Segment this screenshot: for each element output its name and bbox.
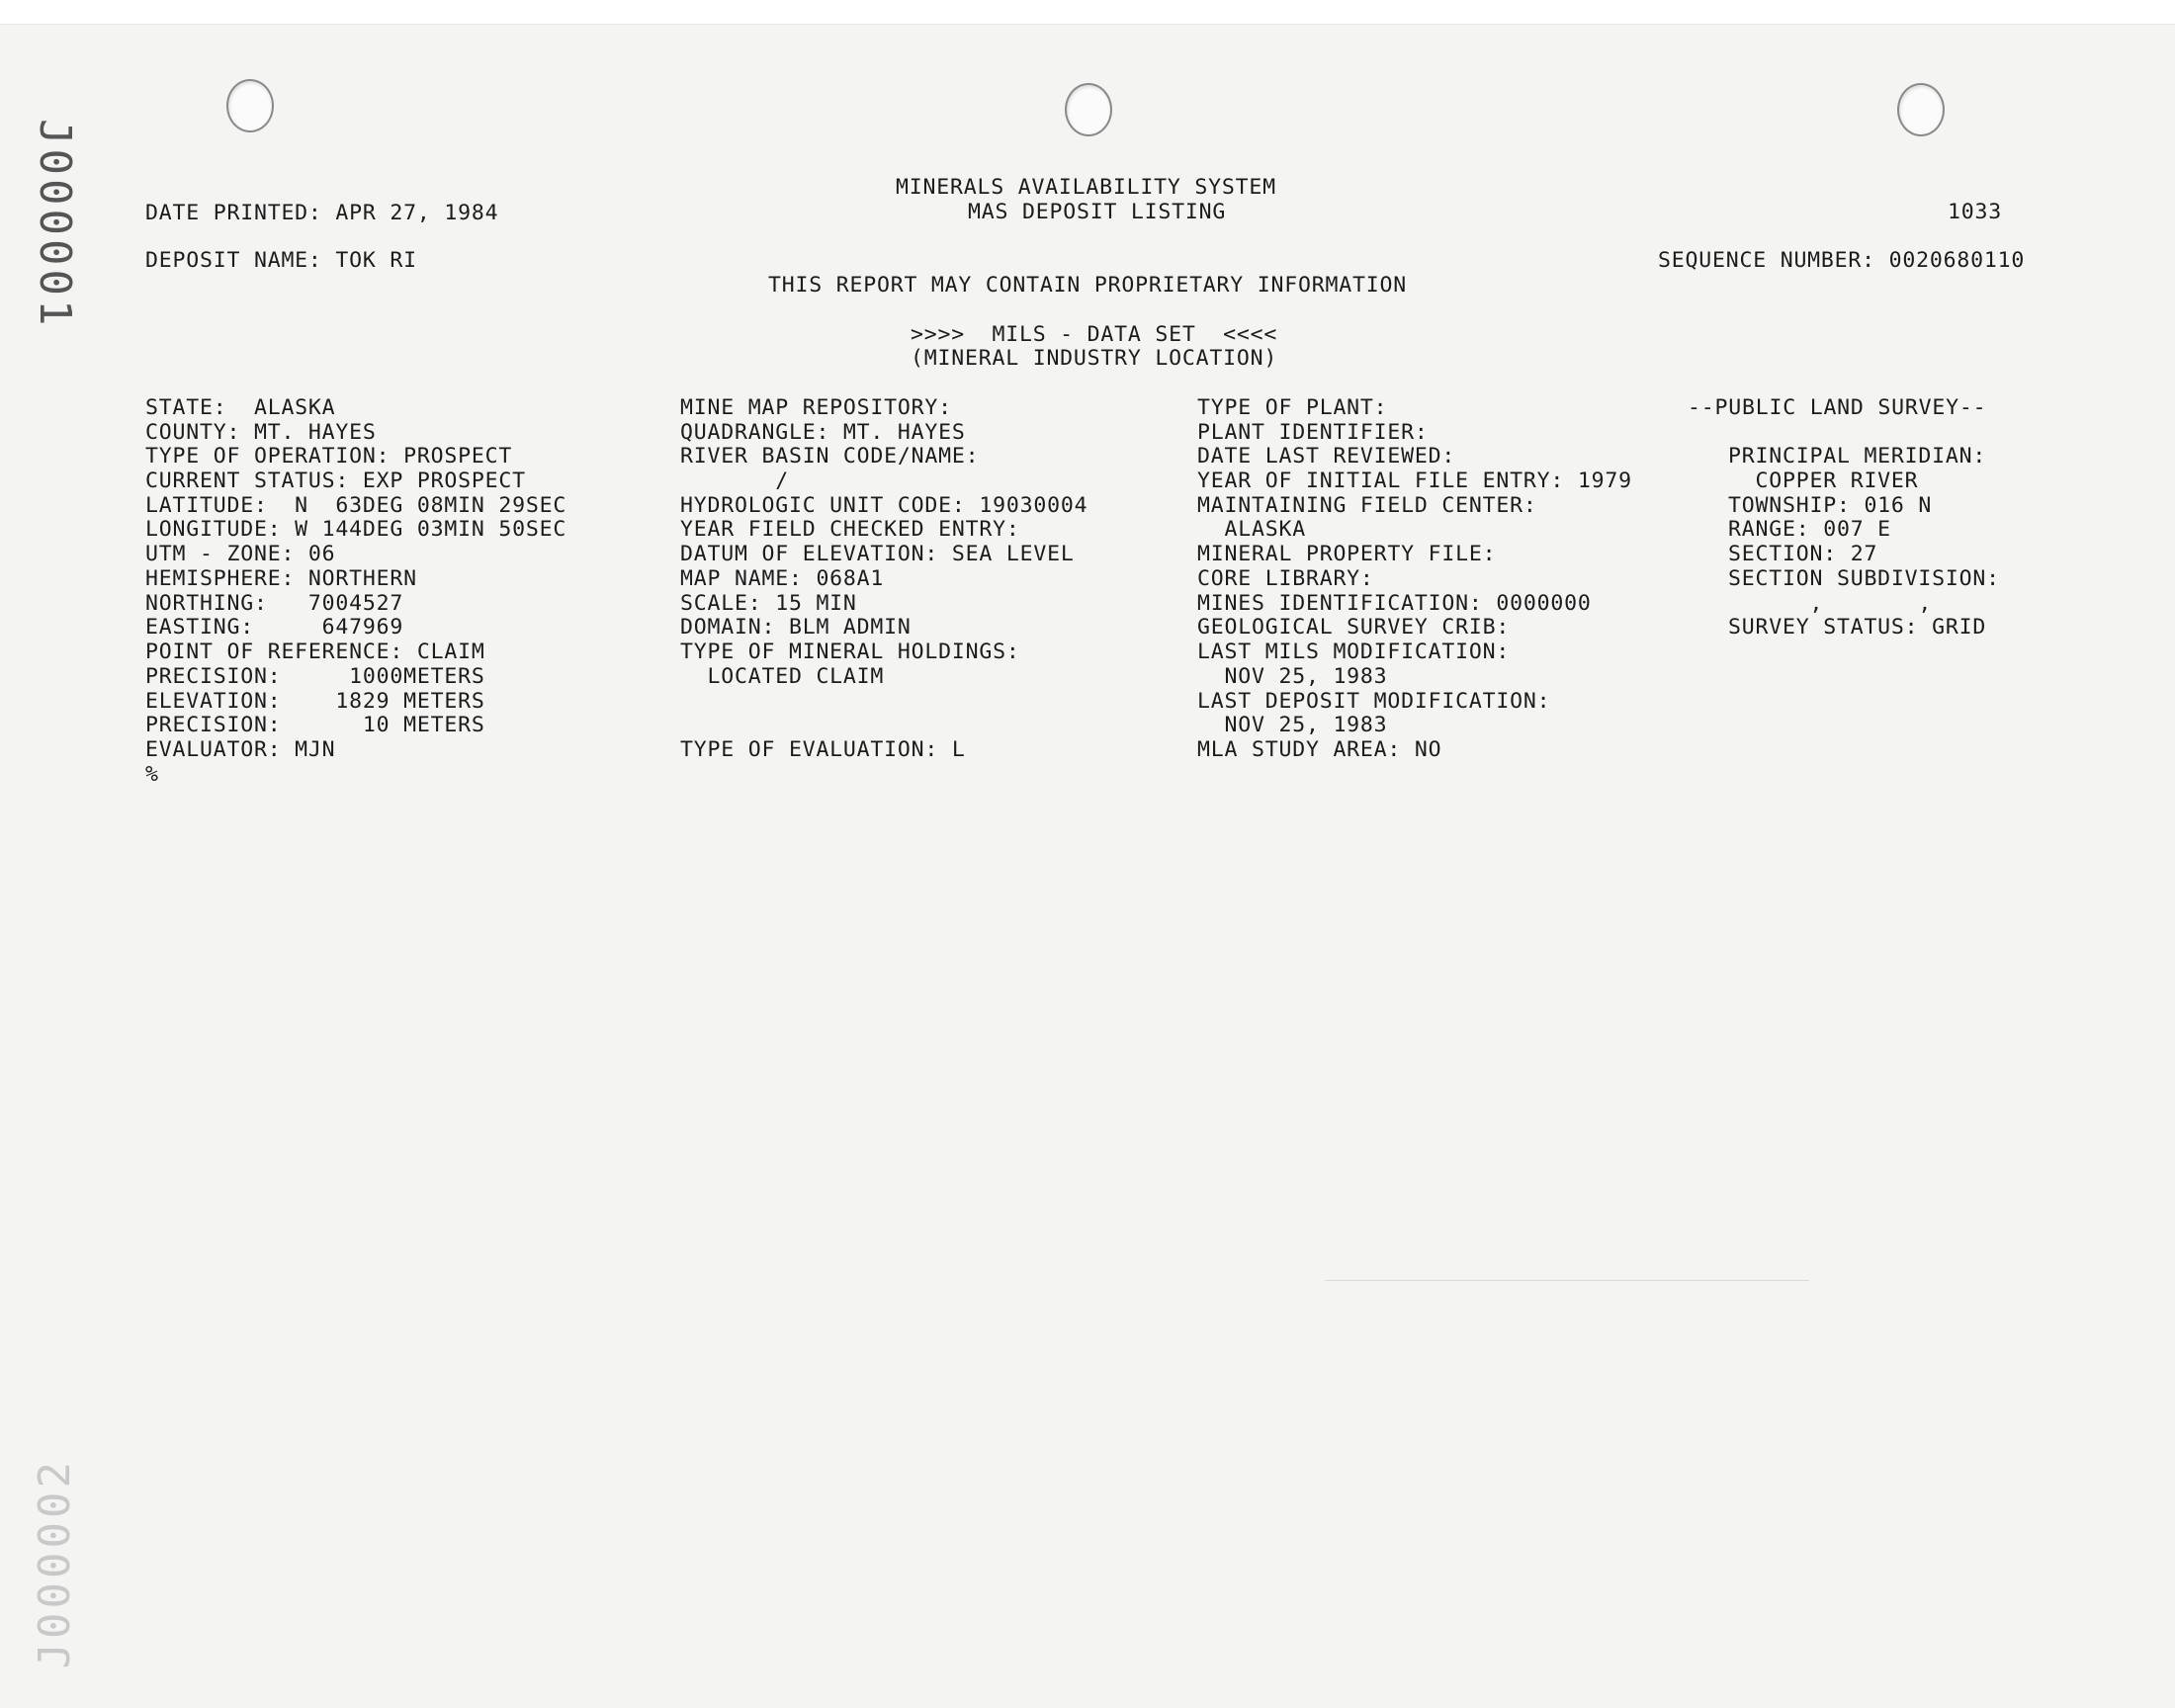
- field-section-subdivision: SECTION SUBDIVISION:: [1728, 566, 2000, 591]
- punch-hole-right: [1897, 83, 1945, 136]
- field-type-of-plant: TYPE OF PLANT:: [1197, 395, 1388, 420]
- listing-title: MAS DEPOSIT LISTING: [968, 200, 1227, 224]
- field-latitude: LATITUDE: N 63DEG 08MIN 29SEC: [145, 493, 567, 518]
- field-mine-map-repository: MINE MAP REPOSITORY:: [680, 395, 952, 420]
- data-set-title: >>>> MILS - DATA SET <<<<: [911, 322, 1278, 347]
- field-river-basin: RIVER BASIN CODE/NAME:: [680, 444, 980, 469]
- field-state: STATE: ALASKA: [145, 395, 336, 420]
- punch-hole-center: [1065, 83, 1112, 136]
- faint-scan-line: [1325, 1280, 1809, 1281]
- field-principal-meridian-value: COPPER RIVER: [1728, 469, 1919, 493]
- field-type-of-operation: TYPE OF OPERATION: PROSPECT: [145, 444, 513, 469]
- field-date-last-reviewed: DATE LAST REVIEWED:: [1197, 444, 1456, 469]
- field-year-initial-file-entry: YEAR OF INITIAL FILE ENTRY: 1979: [1197, 469, 1632, 493]
- field-utm-zone: UTM - ZONE: 06: [145, 542, 336, 566]
- field-field-center-value: ALASKA: [1197, 517, 1306, 542]
- field-hemisphere: HEMISPHERE: NORTHERN: [145, 566, 417, 591]
- field-river-basin-value: /: [680, 469, 789, 493]
- field-point-of-reference: POINT OF REFERENCE: CLAIM: [145, 640, 485, 664]
- field-precision-elevation: PRECISION: 10 METERS: [145, 713, 485, 737]
- field-survey-status: SURVEY STATUS: GRID: [1728, 615, 1987, 640]
- field-principal-meridian: PRINCIPAL MERIDIAN:: [1728, 444, 1987, 469]
- deposit-name: DEPOSIT NAME: TOK RI: [145, 248, 417, 273]
- field-last-mils-modification: LAST MILS MODIFICATION:: [1197, 640, 1511, 664]
- field-geological-survey-crib: GEOLOGICAL SURVEY CRIB:: [1197, 615, 1511, 640]
- field-last-deposit-modification: LAST DEPOSIT MODIFICATION:: [1197, 689, 1551, 714]
- field-last-deposit-modification-date: NOV 25, 1983: [1197, 713, 1388, 737]
- field-township: TOWNSHIP: 016 N: [1728, 493, 1933, 518]
- field-range: RANGE: 007 E: [1728, 517, 1891, 542]
- field-type-of-mineral-holdings: TYPE OF MINERAL HOLDINGS:: [680, 640, 1020, 664]
- field-longitude: LONGITUDE: W 144DEG 03MIN 50SEC: [145, 517, 567, 542]
- proprietary-notice: THIS REPORT MAY CONTAIN PROPRIETARY INFORMATION: [768, 273, 1407, 298]
- field-northing: NORTHING: 7004527: [145, 591, 404, 616]
- field-section: SECTION: 27: [1728, 542, 1878, 566]
- punch-hole-left: [226, 79, 274, 132]
- field-scale: SCALE: 15 MIN: [680, 591, 857, 616]
- field-maintaining-field-center: MAINTAINING FIELD CENTER:: [1197, 493, 1537, 518]
- sequence-number: SEQUENCE NUMBER: 0020680110: [1658, 248, 2026, 273]
- page-top-edge: [0, 0, 2175, 25]
- field-quadrangle: QUADRANGLE: MT. HAYES: [680, 420, 966, 445]
- system-title: MINERALS AVAILABILITY SYSTEM: [896, 175, 1276, 200]
- field-type-of-evaluation: TYPE OF EVALUATION: L: [680, 737, 966, 762]
- field-hydrologic-unit-code: HYDROLOGIC UNIT CODE: 19030004: [680, 493, 1088, 518]
- field-county: COUNTY: MT. HAYES: [145, 420, 377, 445]
- field-evaluator: EVALUATOR: MJN: [145, 737, 336, 762]
- field-mla-study-area: MLA STUDY AREA: NO: [1197, 737, 1442, 762]
- side-stamp-number-top: J000001: [30, 119, 80, 330]
- data-set-subtitle: (MINERAL INDUSTRY LOCATION): [911, 346, 1278, 371]
- field-map-name: MAP NAME: 068A1: [680, 566, 885, 591]
- field-year-field-checked: YEAR FIELD CHECKED ENTRY:: [680, 517, 1020, 542]
- field-elevation: ELEVATION: 1829 METERS: [145, 689, 485, 714]
- side-stamp-number-bottom: J000002: [30, 1458, 80, 1669]
- page-number: 1033: [1948, 200, 2002, 224]
- field-last-mils-modification-date: NOV 25, 1983: [1197, 664, 1388, 689]
- field-current-status: CURRENT STATUS: EXP PROSPECT: [145, 469, 526, 493]
- field-section-subdivision-value: , ,: [1728, 591, 1933, 616]
- field-mineral-property-file: MINERAL PROPERTY FILE:: [1197, 542, 1497, 566]
- field-domain: DOMAIN: BLM ADMIN: [680, 615, 912, 640]
- field-easting: EASTING: 647969: [145, 615, 404, 640]
- field-precision-location: PRECISION: 1000METERS: [145, 664, 485, 689]
- field-datum-of-elevation: DATUM OF ELEVATION: SEA LEVEL: [680, 542, 1075, 566]
- field-mineral-holdings-value: LOCATED CLAIM: [680, 664, 885, 689]
- public-land-survey-heading: --PUBLIC LAND SURVEY--: [1688, 395, 1987, 420]
- field-plant-identifier: PLANT IDENTIFIER:: [1197, 420, 1429, 445]
- field-core-library: CORE LIBRARY:: [1197, 566, 1374, 591]
- end-marker: %: [145, 762, 159, 787]
- field-mines-identification: MINES IDENTIFICATION: 0000000: [1197, 591, 1592, 616]
- date-printed: DATE PRINTED: APR 27, 1984: [145, 201, 499, 225]
